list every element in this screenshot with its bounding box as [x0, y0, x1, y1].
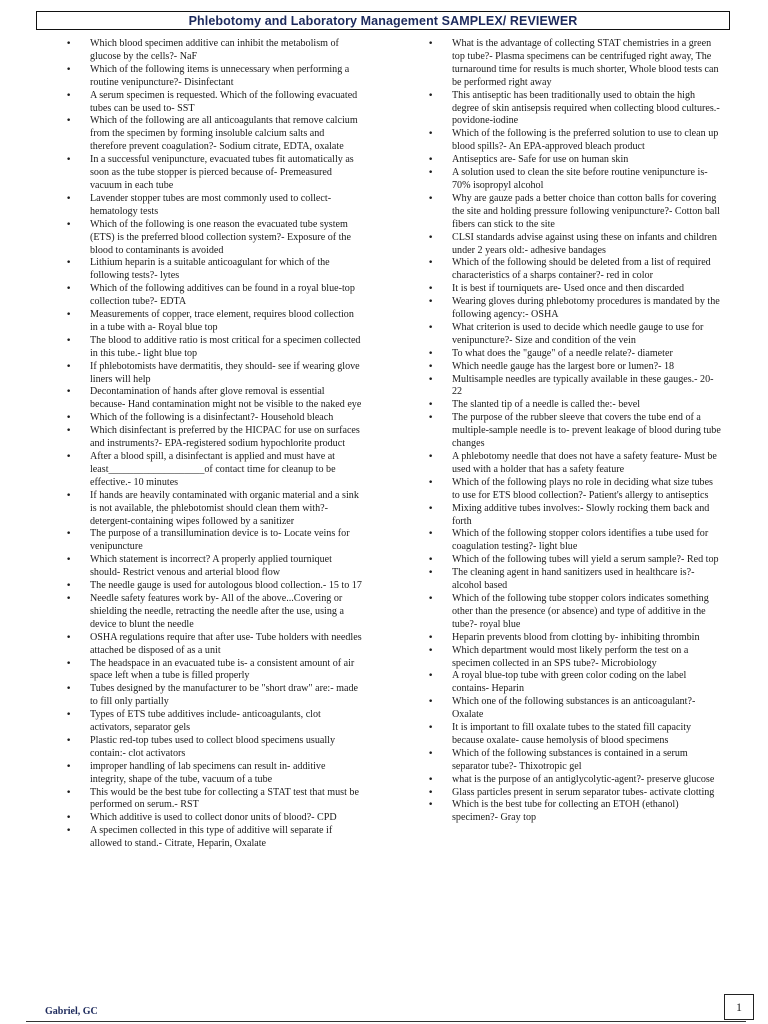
list-item: • A solution used to clean the site before routine venipuncture is- 70% isopropyl alcohol [428, 167, 722, 193]
list-item: • It is important to fill oxalate tubes to the stated fill capacity because oxalate- cause hemolysis of blood specimens [428, 722, 722, 748]
list-item: • Which of the following is one reason the evacuated tube system (ETS) is the preferred blood collection system?- Exposure of the blood to contaminants is avoided [66, 219, 362, 258]
list-item: • If phlebotomists have dermatitis, they should- see if wearing glove liners will help [66, 361, 362, 387]
list-item: • what is the purpose of an antiglycolytic-agent?- preserve glucose [428, 774, 722, 787]
list-item: • If hands are heavily contaminated with organic material and a sink is not available, the phlebotomist should clean them with?- detergent-containing wipes followed by a sanitizer [66, 490, 362, 529]
list-item: • OSHA regulations require that after use- Tube holders with needles attached be disposed of as a unit [66, 632, 362, 658]
list-item: • Multisample needles are typically available in these gauges.- 20-22 [428, 374, 722, 400]
list-item: • A serum specimen is requested. Which of the following evacuated tubes can be used to- SST [66, 90, 362, 116]
list-item: • A phlebotomy needle that does not have a safety feature- Must be used with a holder that has a safety feature [428, 451, 722, 477]
list-item: • This would be the best tube for collecting a STAT test that must be performed on serum.- RST [66, 787, 362, 813]
list-item: • Which needle gauge has the largest bore or lumen?- 18 [428, 361, 722, 374]
list-item: • Glass particles present in serum separator tubes- activate clotting [428, 787, 722, 800]
list-item: • Needle safety features work by- All of the above...Covering or shielding the needle, retracting the needle after the use, using a device to blunt the needle [66, 593, 362, 632]
list-item: • To what does the "gauge" of a needle relate?- diameter [428, 348, 722, 361]
list-item: • Plastic red-top tubes used to collect blood specimens usually contain:- clot activators [66, 735, 362, 761]
right-column [428, 38, 722, 825]
list-item: • Which of the following tubes will yield a serum sample?- Red top [428, 554, 722, 567]
list-item: • improper handling of lab specimens can result in- additive integrity, shape of the tube, vacuum of a tube [66, 761, 362, 787]
list-item: • Which disinfectant is preferred by the HICPAC for use on surfaces and instruments?- EPA-registered sodium hypochlorite product [66, 425, 362, 451]
list-item: • The purpose of a transillumination device is to- Locate veins for venipuncture [66, 528, 362, 554]
list-item: • The needle gauge is used for autologous blood collection.- 15 to 17 [66, 580, 362, 593]
list-item: • Which of the following are all anticoagulants that remove calcium from the specimen by forming insoluble calcium salts and therefore prevent coagulation?- Sodium citrate, EDTA, oxalate [66, 115, 362, 154]
list-item: • Which of the following items is unnecessary when performing a routine venipuncture?- Disinfectant [66, 64, 362, 90]
list-item: • Which statement is incorrect? A properly applied tourniquet should- Restrict venous and arterial blood flow [66, 554, 362, 580]
list-item: • A royal blue-top tube with green color coding on the label contains- Heparin [428, 670, 722, 696]
list-item: • Lavender stopper tubes are most commonly used to collect- hematology tests [66, 193, 362, 219]
list-item: • Wearing gloves during phlebotomy procedures is mandated by the following agency:- OSHA [428, 296, 722, 322]
page-number: 1 [724, 994, 754, 1020]
list-item: • What criterion is used to decide which needle gauge to use for venipuncture?- Size and condition of the vein [428, 322, 722, 348]
list-item: • Decontamination of hands after glove removal is essential because- Hand contamination might not be visible to the naked eye [66, 386, 362, 412]
list-item: • Why are gauze pads a better choice than cotton balls for covering the site and holding pressure following venipuncture?- Cotton ball fibers can stick to the site [428, 193, 722, 232]
list-item: • CLSI standards advise against using these on infants and children under 2 years old:- adhesive bandages [428, 232, 722, 258]
list-item: • The blood to additive ratio is most critical for a specimen collected in this tube.- light blue top [66, 335, 362, 361]
list-item: • Which of the following substances is contained in a serum separator tube?- Thixotropic gel [428, 748, 722, 774]
list-item: • Measurements of copper, trace element, requires blood collection in a tube with a- Royal blue top [66, 309, 362, 335]
list-item: • The slanted tip of a needle is called the:- bevel [428, 399, 722, 412]
list-item: • Which is the best tube for collecting an ETOH (ethanol) specimen?- Gray top [428, 799, 722, 825]
list-item: • A specimen collected in this type of additive will separate if allowed to stand.- Citrate, Heparin, Oxalate [66, 825, 362, 851]
list-item: • Which of the following stopper colors identifies a tube used for coagulation testing?- light blue [428, 528, 722, 554]
list-item: • Which additive is used to collect donor units of blood?- CPD [66, 812, 362, 825]
list-item: • In a successful venipuncture, evacuated tubes fit automatically as soon as the tube stopper is pierced because of- Premeasured vacuum in each tube [66, 154, 362, 193]
list-item: • Which of the following is a disinfectant?- Household bleach [66, 412, 362, 425]
left-column [66, 38, 362, 851]
list-item: • Types of ETS tube additives include- anticoagulants, clot activators, separator gels [66, 709, 362, 735]
list-item: • This antiseptic has been traditionally used to obtain the high degree of skin antisepsis required when collecting blood cultures.- povidone-iodine [428, 90, 722, 129]
list-item: • The headspace in an evacuated tube is- a consistent amount of air space left when a tube is filled properly [66, 658, 362, 684]
list-item: • Tubes designed by the manufacturer to be "short draw" are:- made to fill only partially [66, 683, 362, 709]
list-item: • Antiseptics are- Safe for use on human skin [428, 154, 722, 167]
list-item: • Which of the following plays no role in deciding what size tubes to use for ETS blood collection?- Patient's allergy to antiseptics [428, 477, 722, 503]
list-item: • Heparin prevents blood from clotting by- inhibiting thrombin [428, 632, 722, 645]
list-item: • What is the advantage of collecting STAT chemistries in a green top tube?- Plasma specimens can be centrifuged right away, The turnaround time for results is much shorter, Whole blood tests can be performed right away [428, 38, 722, 90]
page-title: Phlebotomy and Laboratory Management SAMPLEX/ REVIEWER [188, 13, 578, 28]
list-item: • Which of the following additives can be found in a royal blue-top collection tube?- EDTA [66, 283, 362, 309]
list-item: • After a blood spill, a disinfectant is applied and must have at least___________________of contact time for cleanup to be effective.- 10 minutes [66, 451, 362, 490]
list-item: • Which department would most likely perform the test on a specimen collected in an SPS tube?- Microbiology [428, 645, 722, 671]
list-item: • The cleaning agent in hand sanitizers used in healthcare is?- alcohol based [428, 567, 722, 593]
footer-author: Gabriel, GC [45, 1006, 98, 1017]
list-item: • Which one of the following substances is an anticoagulant?- Oxalate [428, 696, 722, 722]
list-item: • Which of the following is the preferred solution to use to clean up blood spills?- An EPA-approved bleach product [428, 128, 722, 154]
header-box [36, 11, 730, 30]
list-item: • Which blood specimen additive can inhibit the metabolism of glucose by the cells?- NaF [66, 38, 362, 64]
list-item: • Mixing additive tubes involves:- Slowly rocking them back and forth [428, 503, 722, 529]
list-item: • Which of the following tube stopper colors indicates something other than the presence (or absence) and type of additive in the tube?- royal blue [428, 593, 722, 632]
list-item: • The purpose of the rubber sleeve that covers the tube end of a multiple-sample needle is to- prevent leakage of blood during tube changes [428, 412, 722, 451]
list-item: • Which of the following should be deleted from a list of required characteristics of a sharps container?- red in color [428, 257, 722, 283]
list-item: • Lithium heparin is a suitable anticoagulant for which of the following tests?- lytes [66, 257, 362, 283]
list-item: • It is best if tourniquets are- Used once and then discarded [428, 283, 722, 296]
footer-divider [26, 1021, 746, 1022]
